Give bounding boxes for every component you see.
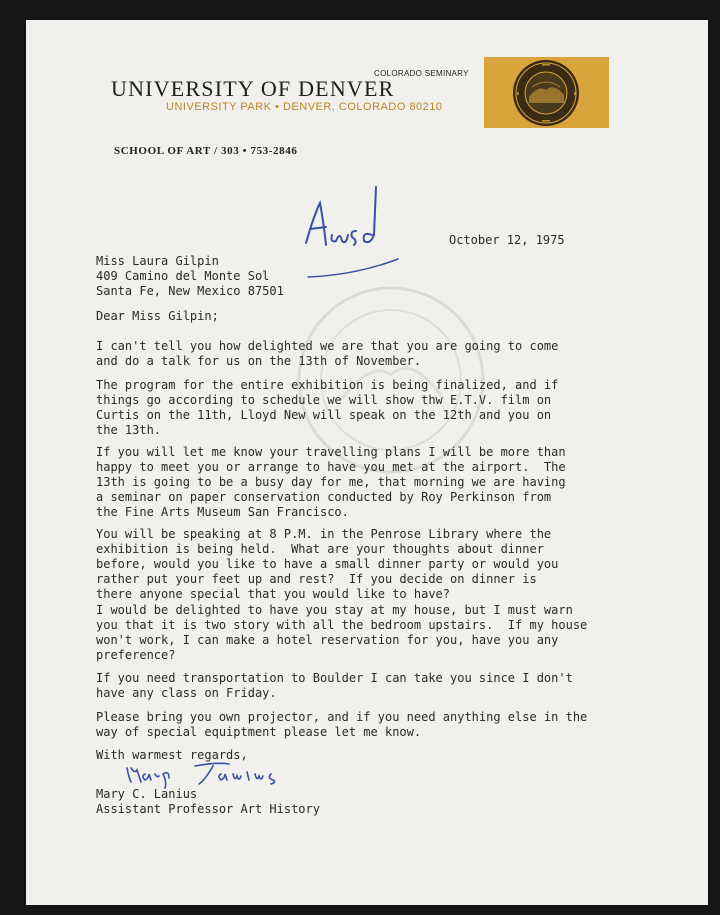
letterhead-department: SCHOOL OF ART / 303 • 753-2846 [114, 145, 298, 157]
paragraph-2: The program for the entire exhibition is being finalized, and if things go according to schedule we will show thw E.T.V. film on Curtis on the 11th, Lloyd New will speak on the 12th and you on the 13th. [96, 378, 559, 437]
recipient-address [96, 254, 284, 299]
paragraph-3: If you will let me know your travelling plans I will be more than happy to meet you or arrange to have you met at the airport. The 13th is going to be a busy day for me, that morning we are having a seminar on paper conservation conducted by Roy Perkinson from the Fine Arts Museum San Francisco. [96, 445, 566, 519]
letter-page [26, 20, 708, 905]
closing: With warmest regards, [96, 748, 248, 762]
letter-date: October 12, 1975 [449, 233, 565, 247]
signer-title: Assistant Professor Art History [96, 802, 320, 816]
paragraph-7: Please bring you own projector, and if you need anything else in the way of special equiptment please let me know. [96, 710, 588, 739]
handwritten-signature [121, 760, 311, 790]
letterhead-seminary: COLORADO SEMINARY [374, 69, 469, 78]
recipient-street: 409 Camino del Monte Sol [96, 269, 270, 283]
recipient-city: Santa Fe, New Mexico 87501 [96, 284, 284, 298]
recipient-name: Miss Laura Gilpin [96, 254, 219, 268]
letterhead-title: UNIVERSITY OF DENVER [111, 76, 395, 101]
paragraph-1: I can't tell you how delighted we are that you are going to come and do a talk for us on the 13th of November. [96, 339, 559, 368]
university-seal-icon [484, 57, 609, 128]
paragraph-6: If you need transportation to Boulder I can take you since I don't have any class on Friday. [96, 671, 573, 700]
handwritten-answered-note [296, 185, 416, 285]
signer-name: Mary C. Lanius [96, 787, 198, 801]
letterhead-address: UNIVERSITY PARK • DENVER, COLORADO 80210 [166, 101, 443, 113]
salutation: Dear Miss Gilpin; [96, 309, 219, 323]
seal-box [484, 57, 609, 128]
paragraph-4: You will be speaking at 8 P.M. in the Penrose Library where the exhibition is being held. What are your thoughts about dinner before, would you like to have a small dinner party or would you rather put your feet up and rest? If you decide on dinner is there anyone special that you would like to have? [96, 527, 559, 601]
paragraph-5: I would be delighted to have you stay at my house, but I must warn you that it is two story with all the bedroom upstairs. If my house won't work, I can make a hotel reservation for you, have you any preference? [96, 603, 588, 662]
